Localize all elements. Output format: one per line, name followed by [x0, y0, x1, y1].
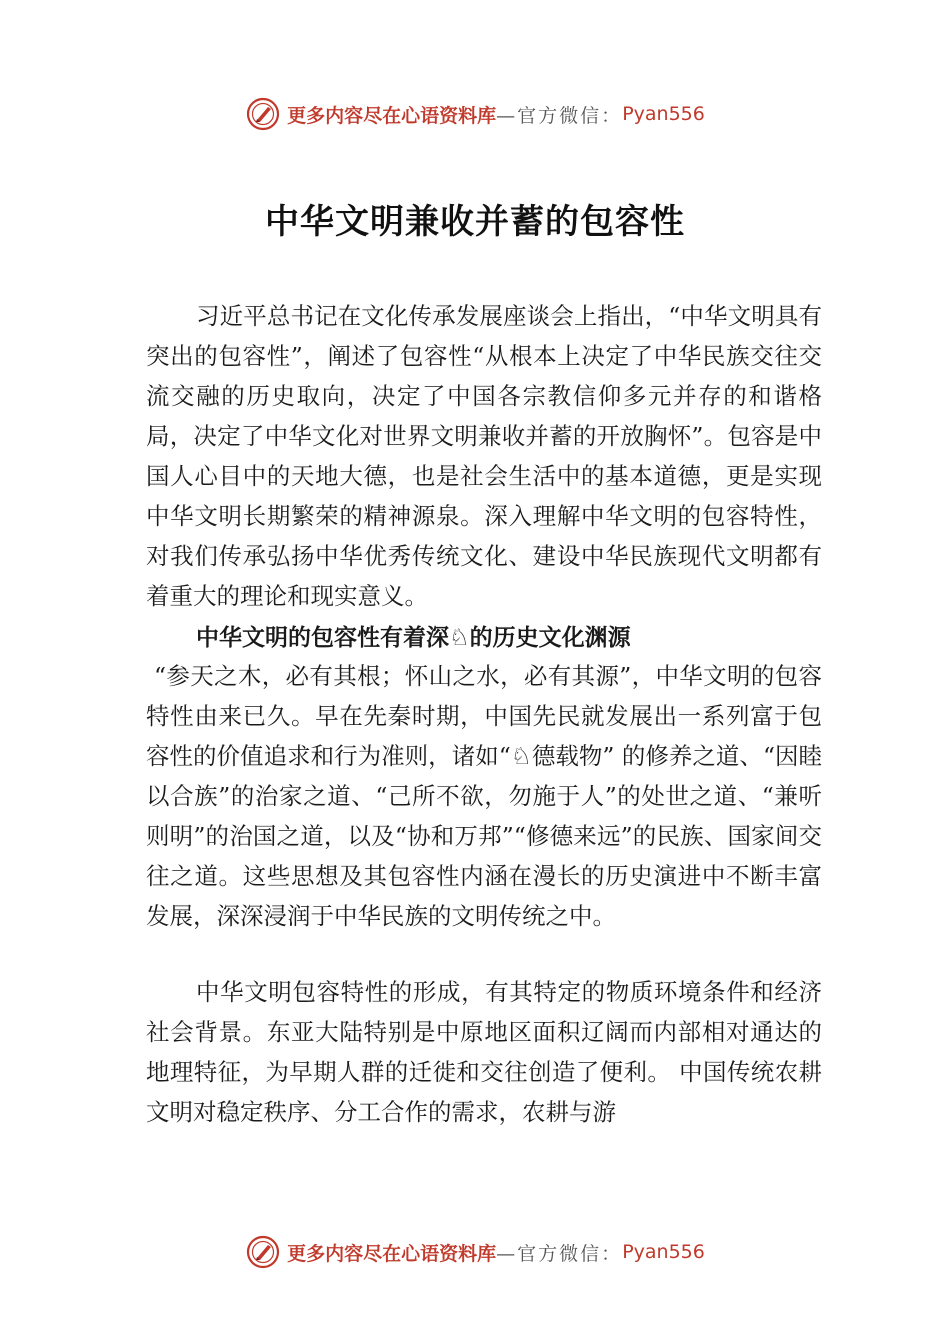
paragraph-environment: 中华文明包容特性的形成，有其特定的物质环境条件和经济社会背景。东亚大陆特别是中原地区面积辽阔而内部相对通达的地理特征，为早期人群的迁徙和交往创造了便利。 中国传统农耕文明对稳定秩序、分工合作的需求，农耕与游 [146, 978, 822, 1126]
document-title: 中华文明兼收并蓄的包容性 [265, 202, 685, 242]
banner-wechat-label: —官方微信： [496, 1242, 623, 1265]
footer-banner [0, 1234, 950, 1270]
banner-library-name: 更多内容尽在心语资料库 [287, 104, 497, 127]
paragraph-history: “参天之木，必有其根；怀山之水，必有其源”，中华文明的包容特性由来已久。早在先秦时期，中国先民就发展出一系列富于包容性的价值追求和行为准则，诸如“♘德载物” 的修养之道、“因睦以合族”的治家之道、“己所不欲，勿施于人”的处世之道、“兼听则明”的治国之道，以及“协和万邦”“修德来远”的民族、国家间交往之道。这些思想及其包容性内涵在漫长的历史演进中不断丰富发展，深深浸润于中华民族的文明传统之中。 [146, 662, 822, 930]
banner-wechat-id: Pyan556 [622, 103, 705, 125]
paragraph-intro: 习近平总书记在文化传承发展座谈会上指出，“中华文明具有突出的包容性”，阐述了包容性“从根本上决定了中华民族交往交流交融的历史取向，决定了中国各宗教信仰多元并存的和谐格局，决定了中华文化对世界文明兼收并蓄的开放胸怀”。包容是中国人心目中的天地大德，也是社会生活中的基本道德，更是实现中华文明长期繁荣的精神源泉。深入理解中华文明的包容特性，对我们传承弘扬中华优秀传统文化、建设中华民族现代文明都有着重大的理论和现实意义。 [146, 302, 822, 610]
header-banner [0, 96, 950, 132]
seal-logo-icon [245, 96, 281, 132]
banner-wechat-label: —官方微信： [496, 104, 623, 127]
seal-logo-icon [245, 1234, 281, 1270]
banner-library-name: 更多内容尽在心语资料库 [287, 1242, 497, 1265]
banner-wechat-id: Pyan556 [622, 1241, 705, 1263]
section-heading: 中华文明的包容性有着深♘的历史文化渊源 [196, 625, 631, 651]
